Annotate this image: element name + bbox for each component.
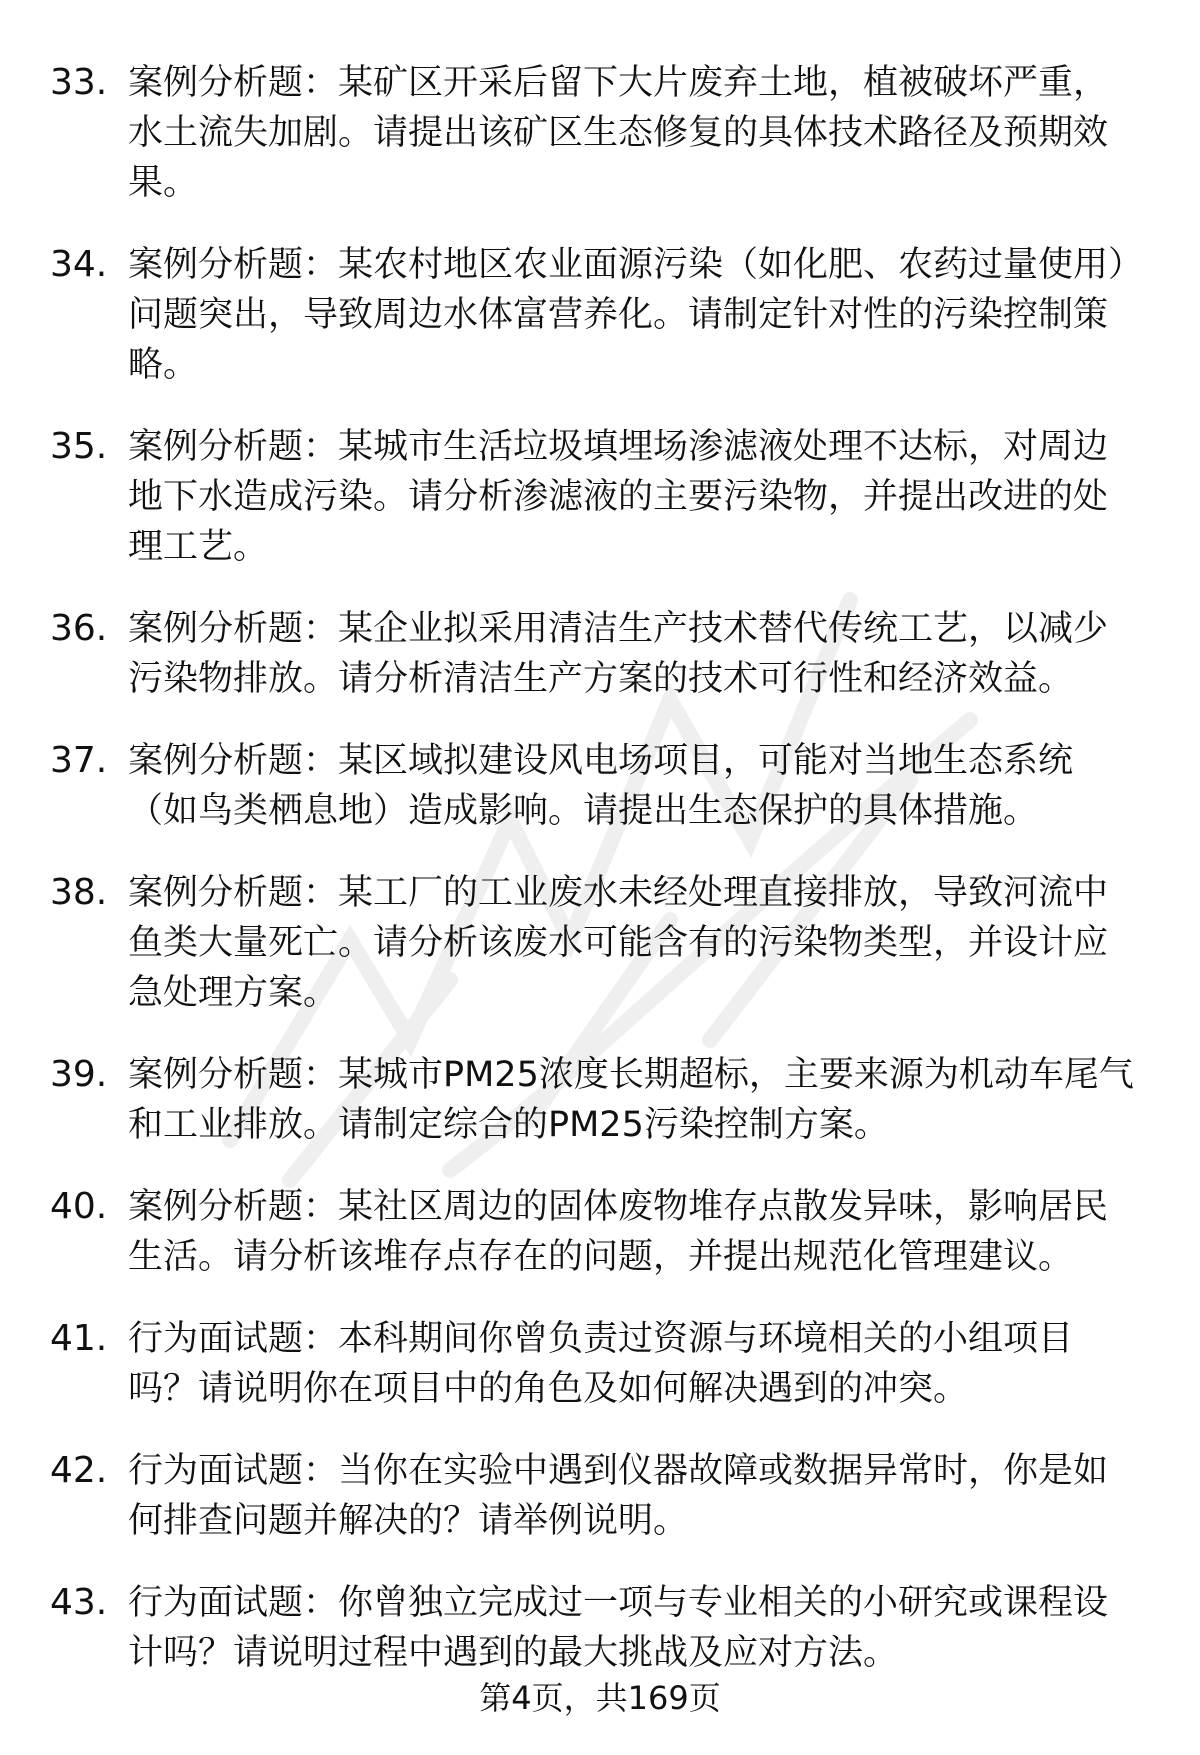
question-number: 33. — [50, 62, 108, 103]
question-text: 案例分析题：某企业拟采用清洁生产技术替代传统工艺，以减少污染物排放。请分析清洁生产方案的技术可行性和经济效益。 — [128, 609, 1109, 699]
question-item — [0, 58, 1200, 208]
page-number-label: 第4页，共169页 — [479, 1679, 721, 1717]
question-number: 36. — [50, 608, 108, 649]
question-item — [0, 240, 1200, 390]
question-text: 案例分析题：某城市PM25浓度长期超标，主要来源为机动车尾气和工业排放。请制定综合的PM25污染控制方案。 — [128, 1055, 1134, 1145]
question-text: 行为面试题：你曾独立完成过一项与专业相关的小研究或课程设计吗？请说明过程中遇到的最大挑战及应对方法。 — [128, 1583, 1109, 1673]
question-item — [0, 736, 1200, 836]
question-text: 案例分析题：某城市生活垃圾填埋场渗滤液处理不达标，对周边地下水造成污染。请分析渗滤液的主要污染物，并提出改进的处理工艺。 — [128, 427, 1109, 567]
question-text: 案例分析题：某工厂的工业废水未经处理直接排放，导致河流中鱼类大量死亡。请分析该废水可能含有的污染物类型，并设计应急处理方案。 — [128, 873, 1109, 1013]
question-number: 35. — [50, 426, 108, 467]
question-item — [0, 1578, 1200, 1678]
question-number: 41. — [50, 1318, 108, 1359]
question-item — [0, 1182, 1200, 1282]
question-text: 案例分析题：某农村地区农业面源污染（如化肥、农药过量使用）问题突出，导致周边水体富营养化。请制定针对性的污染控制策略。 — [128, 245, 1126, 385]
question-text: 案例分析题：某区域拟建设风电场项目，可能对当地生态系统（如鸟类栖息地）造成影响。请提出生态保护的具体措施。 — [128, 741, 1074, 831]
question-number: 34. — [50, 244, 108, 285]
question-text: 行为面试题：本科期间你曾负责过资源与环境相关的小组项目吗？请说明你在项目中的角色及如何解决遇到的冲突。 — [128, 1319, 1074, 1409]
page-footer — [0, 1676, 1200, 1720]
question-number: 40. — [50, 1186, 108, 1227]
question-item — [0, 868, 1200, 1018]
question-number: 43. — [50, 1582, 108, 1623]
question-text: 案例分析题：某矿区开采后留下大片废弃土地，植被破坏严重，水土流失加剧。请提出该矿区生态修复的具体技术路径及预期效果。 — [128, 63, 1109, 203]
question-number: 37. — [50, 740, 108, 781]
question-item — [0, 422, 1200, 572]
question-item — [0, 1314, 1200, 1414]
question-item — [0, 604, 1200, 704]
question-item — [0, 1446, 1200, 1546]
question-list — [0, 58, 1200, 1710]
question-item — [0, 1050, 1200, 1150]
question-number: 42. — [50, 1450, 108, 1491]
question-text: 行为面试题：当你在实验中遇到仪器故障或数据异常时，你是如何排查问题并解决的？请举例说明。 — [128, 1451, 1109, 1541]
question-number: 39. — [50, 1054, 108, 1095]
question-number: 38. — [50, 872, 108, 913]
question-text: 案例分析题：某社区周边的固体废物堆存点散发异味，影响居民生活。请分析该堆存点存在的问题，并提出规范化管理建议。 — [128, 1187, 1109, 1277]
